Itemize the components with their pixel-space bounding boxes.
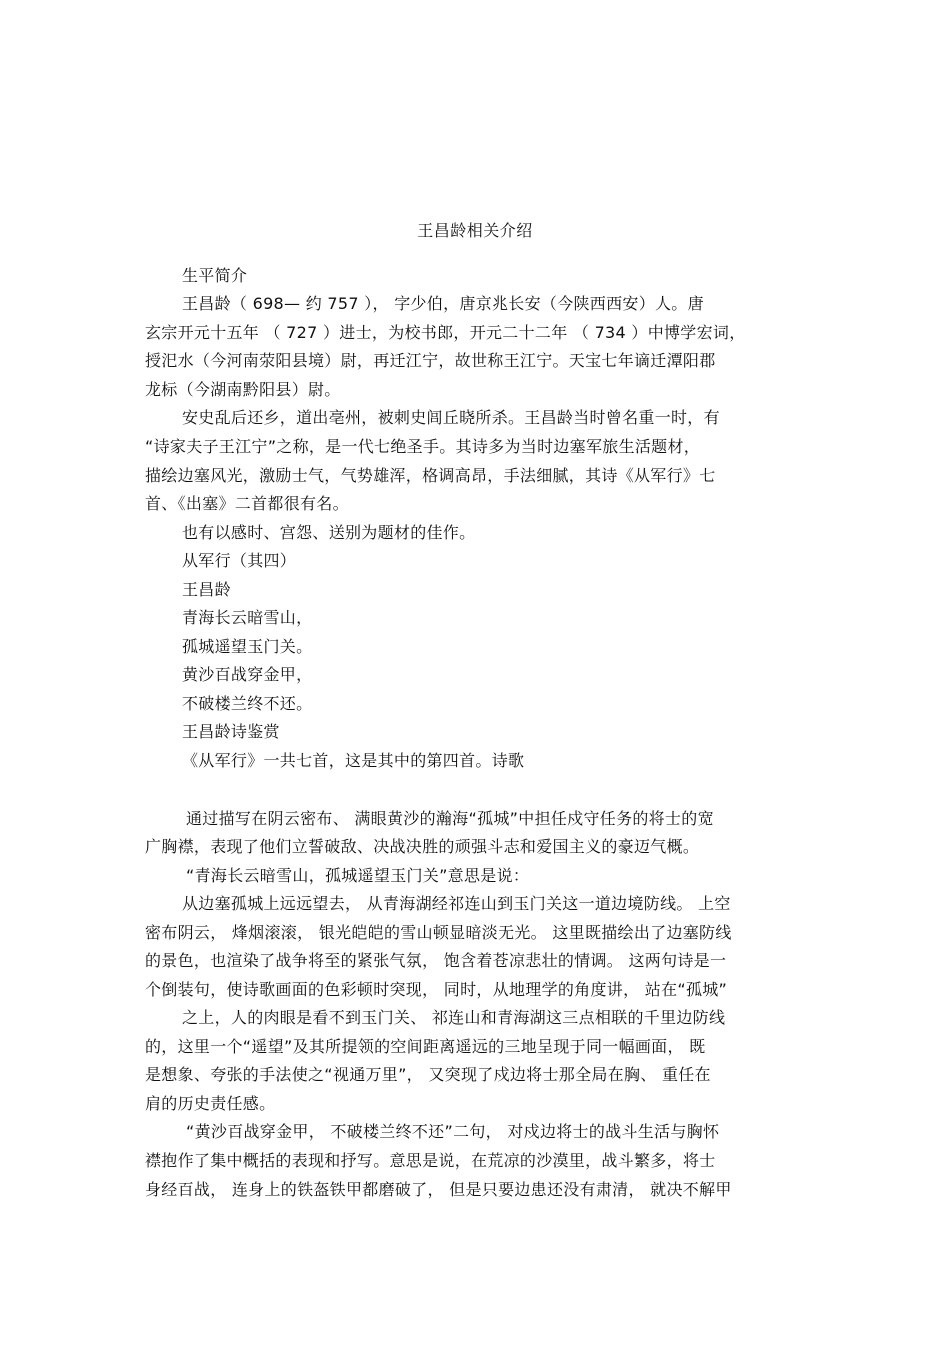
paragraph-line: 描绘边塞风光，激励士气，气势雄浑，格调高昂，手法细腻，其诗《从军行》七 [145,466,716,485]
paragraph-line: 身经百战， 连身上的铁盔铁甲都磨破了， 但是只要边患还没有肃清， 就决不解甲 [145,1180,732,1199]
paragraph-line: 之上，人的肉眼是看不到玉门关、 祁连山和青海湖这三点相联的千里边防线 [182,1008,726,1027]
poem-line: 青海长云暗雪山， [182,608,313,627]
paragraph-line: 从边塞孤城上远远望去， 从青海湖经祁连山到玉门关这一道边境防线。 上空 [182,894,731,913]
paragraph-line: 的景色，也渲染了战争将至的紧张气氛， 饱含着苍凉悲壮的情调。 这两句诗是一 [145,951,727,970]
paragraph-line: 的，这里一个“遥望”及其所提领的空间距离遥远的三地呈现于同一幅画面， 既 [145,1037,706,1056]
paragraph-line: 授汜水（今河南荥阳县境）尉，再迁江宁，故世称王江宁。天宝七年谪迁潭阳郡 [145,351,716,370]
paragraph-line: 也有以感时、宫怨、送别为题材的佳作。 [182,523,476,542]
poem-line: 黄沙百战穿金甲， [182,665,313,684]
paragraph-line: 王昌龄（ 698— 约 757 ）， 字少伯，唐京兆长安（今陕西西安）人。唐 [182,294,704,313]
paragraph-line: 密布阴云， 烽烟滚滚， 银光皑皑的雪山顿显暗淡无光。 这里既描绘出了边塞防线 [145,923,732,942]
poem-title: 从军行（其四） [182,551,297,570]
paragraph-line: 肩的历史责任感。 [145,1094,276,1113]
poem-author: 王昌龄 [182,580,231,599]
paragraph-line: “黄沙百战穿金甲， 不破楼兰终不还”二句， 对戍边将士的战斗生活与胸怀 [186,1122,720,1141]
paragraph-line: 广胸襟，表现了他们立誓破敌、决战决胜的顽强斗志和爱国主义的豪迈气概。 [145,837,700,856]
paragraph-line: “诗家夫子王江宁”之称，是一代七绝圣手。其诗多为当时边塞军旅生活题材， [145,437,701,456]
paragraph-line: 首、《出塞》二首都很有名。 [145,494,349,513]
document-title: 王昌龄相关介绍 [417,221,533,240]
paragraph-line: 襟抱作了集中概括的表现和抒写。意思是说，在荒凉的沙漠里，战斗繁多，将士 [145,1151,716,1170]
paragraph-line: 通过描写在阴云密布、 满眼黄沙的瀚海“孤城”中担任戍守任务的将士的宽 [186,809,714,828]
paragraph-line: 《从军行》一共七首，这是其中的第四首。诗歌 [182,751,525,770]
paragraph-line: 安史乱后还乡，道出亳州，被刺史闾丘晓所杀。王昌龄当时曾名重一时，有 [182,408,720,427]
poem-line: 孤城遥望玉门关。 [182,637,313,656]
paragraph-line: “青海长云暗雪山，孤城遥望玉门关”意思是说： [186,866,530,885]
paragraph-line: 个倒装句，使诗歌画面的色彩顿时突现， 同时，从地理学的角度讲， 站在“孤城” [145,980,728,999]
paragraph-line: 龙标（今湖南黔阳县）尉。 [145,380,341,399]
paragraph-line: 是想象、夸张的手法使之“视通万里”， 又突现了戍边将士那全局在胸、 重任在 [145,1065,711,1084]
poem-line: 不破楼兰终不还。 [182,694,313,713]
section-heading-appreciation: 王昌龄诗鉴赏 [182,722,280,741]
paragraph-line: 玄宗开元十五年 （ 727 ）进士，为校书郎，开元二十二年 （ 734 ）中博学宏词， [145,323,746,342]
section-heading-biography: 生平简介 [182,266,248,285]
